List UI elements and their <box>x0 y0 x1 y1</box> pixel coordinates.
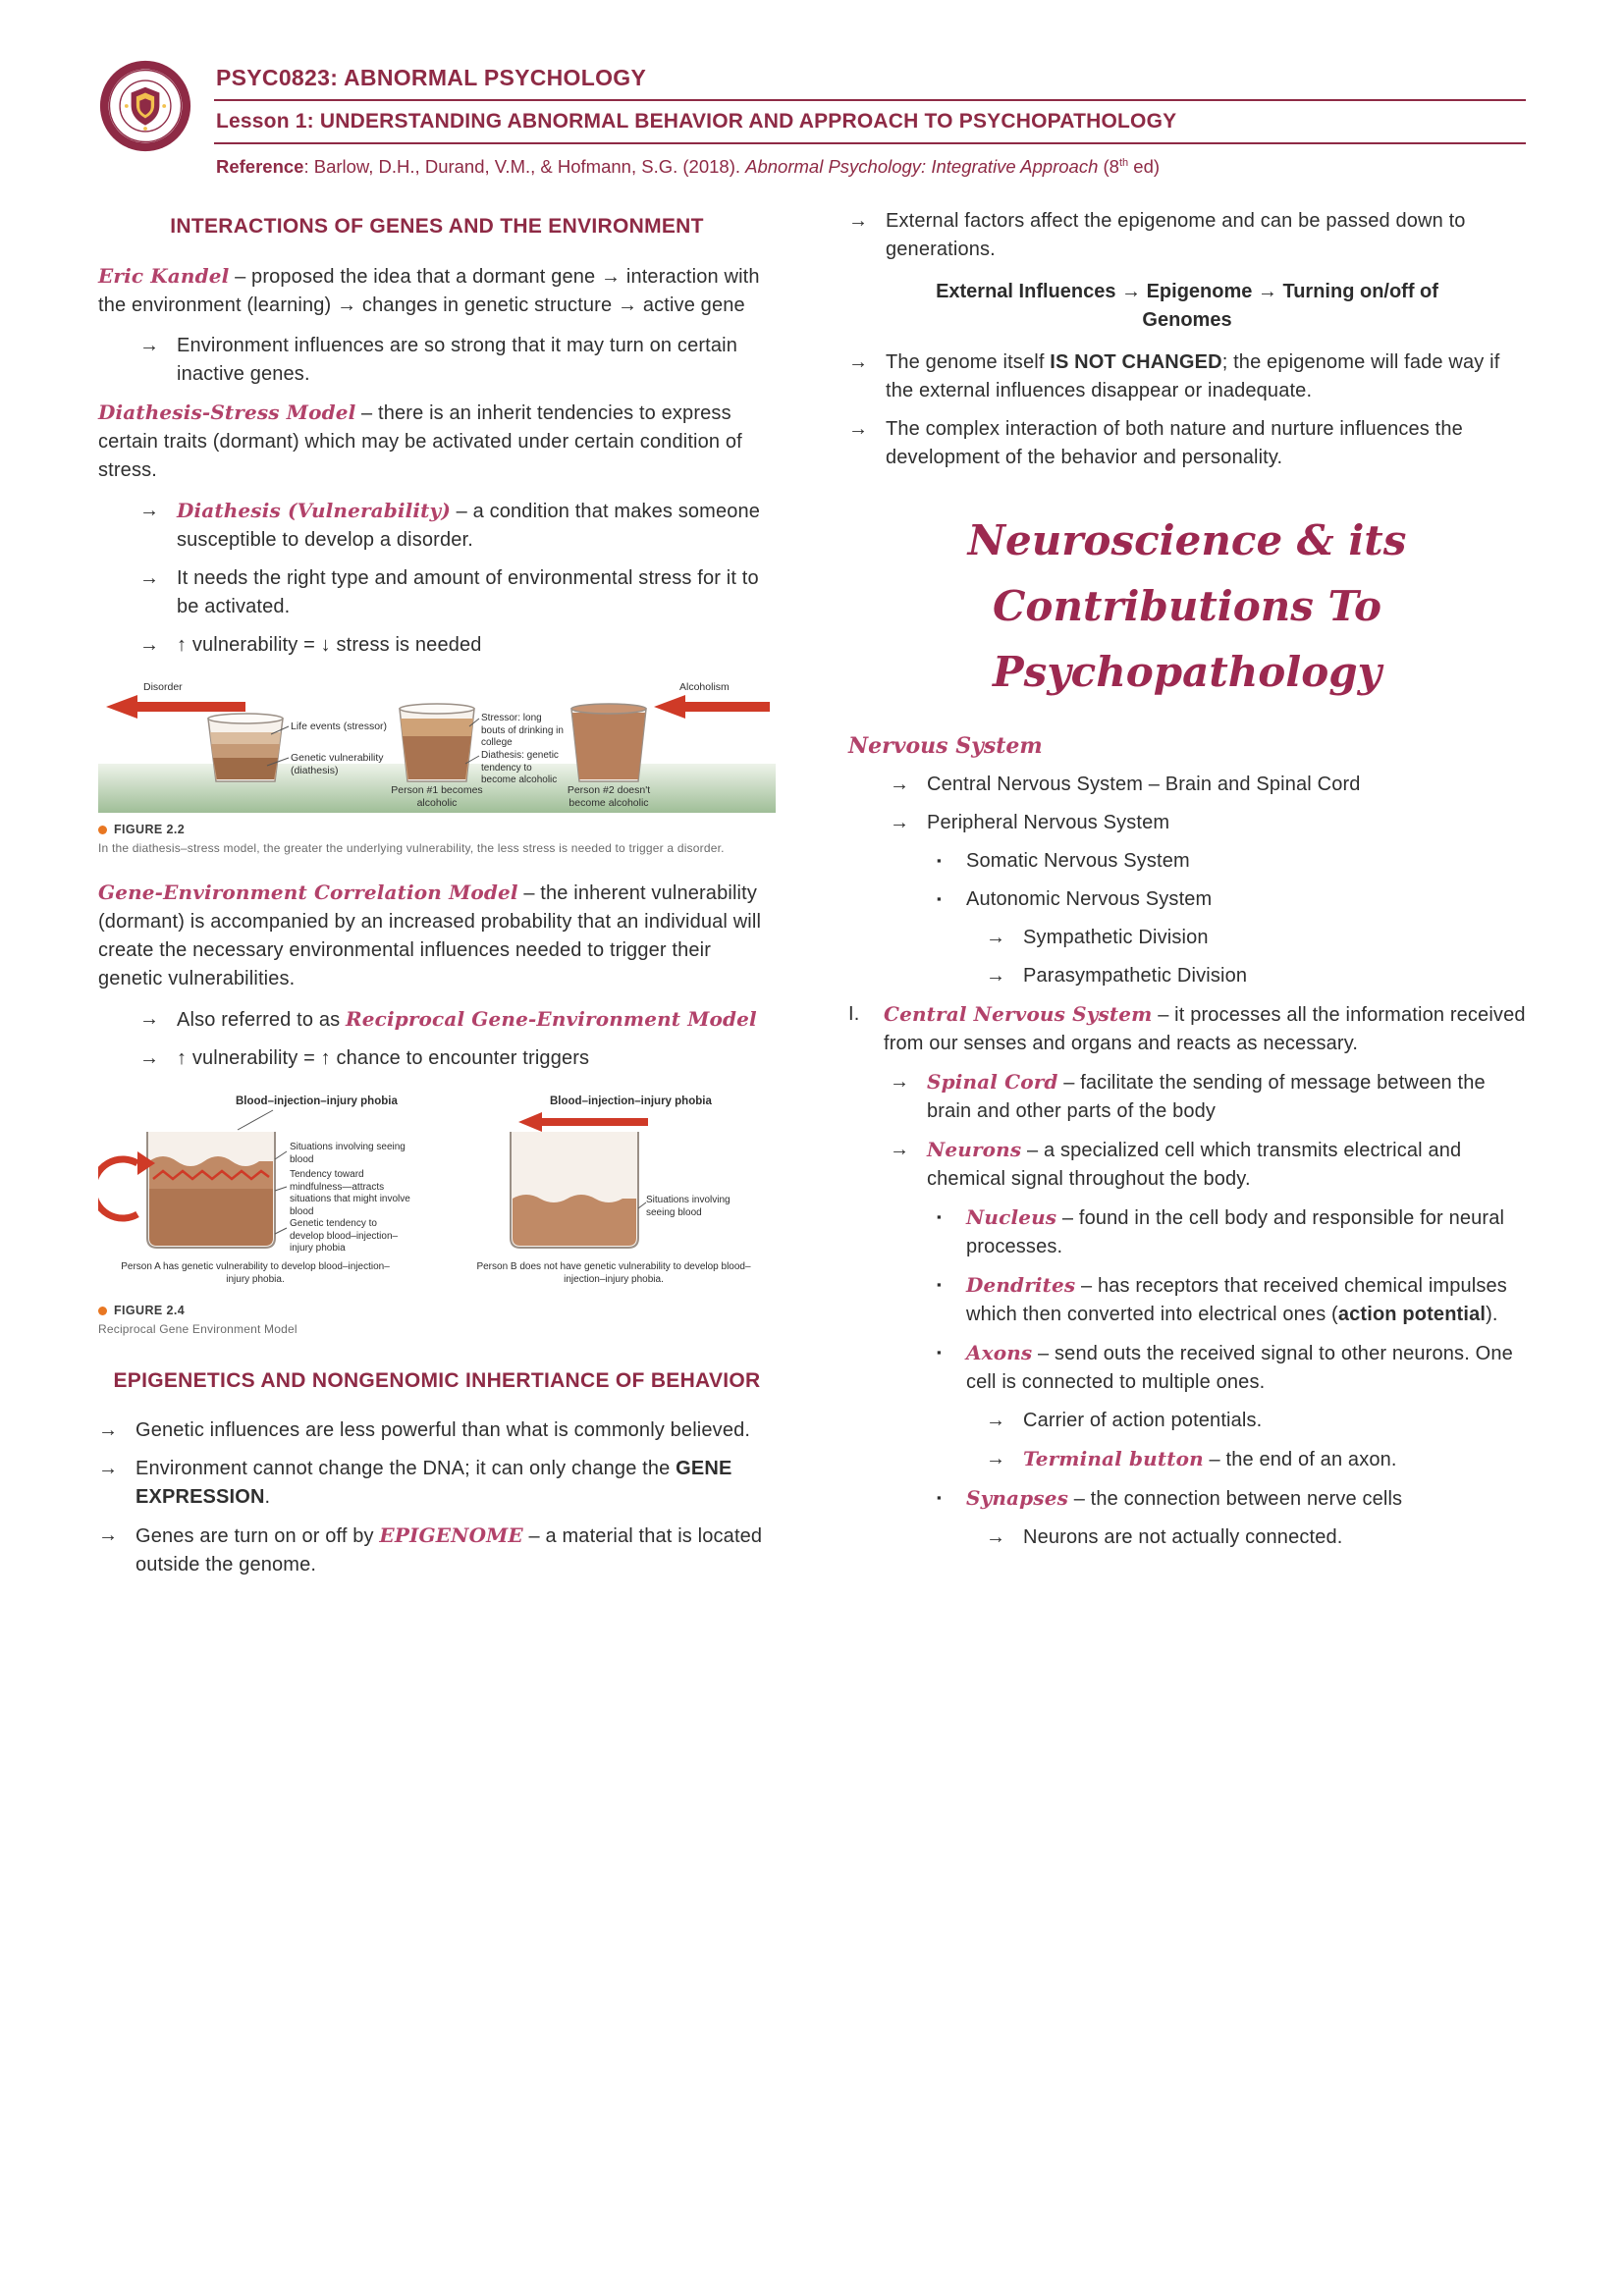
glass-person-1 <box>400 704 474 781</box>
bullet-text-post: . <box>264 1486 271 1508</box>
section-title-epigenetics: EPIGENETICS AND NONGENOMIC INHERTIANCE OF BEHAVIOR <box>113 1369 761 1392</box>
arrow-bullet-icon: → <box>139 567 160 589</box>
figure-label-stressor: Stressor: long bouts of drinking in college <box>481 713 564 748</box>
bullet-text-pre: Also referred to as <box>177 1009 346 1031</box>
left-column <box>98 207 776 1589</box>
item-central-nervous-system <box>848 1000 1526 1058</box>
term-spinal-cord: Spinal Cord <box>927 1069 1058 1094</box>
square-bullet-icon: ▪ <box>937 1344 942 1360</box>
glass-vulnerability <box>208 714 283 781</box>
arrow-bullet-icon: → <box>139 634 160 656</box>
document-header <box>98 59 1526 178</box>
figure-2-4-meta <box>98 1304 776 1317</box>
arrow-bullet-icon: → <box>139 1008 160 1030</box>
bullet-text: Autonomic Nervous System <box>966 887 1213 910</box>
bullet-dendrites <box>848 1271 1526 1329</box>
square-bullet-icon: ▪ <box>937 890 942 906</box>
bullet-text <box>177 1005 776 1035</box>
term-epigenome: EPIGENOME <box>379 1523 523 1547</box>
term-dendrites: Dendrites <box>966 1272 1076 1297</box>
paragraph-text: – proposed the idea that a dormant gene → interaction with the environment (learning) → changes in genetic structure → active gene <box>98 266 760 316</box>
bullet-complex-interaction <box>848 415 1526 472</box>
bullet-text <box>1023 1445 1526 1474</box>
bullet-somatic-nervous-system <box>848 847 1526 876</box>
bullet-text-post: – a material that is located outside the genome. <box>135 1525 763 1575</box>
term-reciprocal-model: Reciprocal Gene-Environment Model <box>345 1007 757 1031</box>
figure-label-genetic-vulnerability: Genetic vulnerability (diathesis) <box>291 752 384 777</box>
bullet-text: ↑ vulnerability = ↑ chance to encounter triggers <box>177 1047 590 1069</box>
figure-title-phobia-a: Blood–injection–injury phobia <box>236 1095 398 1107</box>
neuroscience-heading <box>848 507 1526 706</box>
figure-2-2 <box>98 679 776 855</box>
term-nucleus: Nucleus <box>966 1204 1057 1229</box>
term-eric-kandel: Eric Kandel <box>98 264 230 288</box>
arrow-bullet-icon: → <box>890 1138 910 1160</box>
figure-label-situations-b: Situations involving seeing blood <box>646 1195 731 1218</box>
neuroscience-heading-line-1: Neuroscience & its Contributions To <box>967 516 1407 631</box>
figure-label-disorder: Disorder <box>143 681 183 693</box>
phobia-arrow <box>518 1112 648 1132</box>
bullet-epigenome <box>98 1522 776 1579</box>
figure-2-2-label: FIGURE 2.2 <box>114 823 186 836</box>
bullet-text: Neurons are not actually connected. <box>1023 1525 1343 1548</box>
reference-book-title: Abnormal Psychology: Integrative Approach <box>745 156 1099 177</box>
bullet-text <box>966 1484 1526 1514</box>
bullet-text <box>966 1339 1526 1397</box>
term-central-nervous-system: Central Nervous System <box>884 1001 1153 1026</box>
paragraph-text: – there is an inherit tendencies to express certain traits (dormant) which may be activated under certain condition of stress. <box>98 402 742 481</box>
term-gene-environment-model: Gene-Environment Correlation Model <box>98 881 518 904</box>
nervous-system-heading: Nervous System <box>848 732 1043 759</box>
arrow-bullet-icon: → <box>98 1524 119 1546</box>
figure-label-person-1: Person #1 becomes alcoholic <box>391 784 483 810</box>
bullet-text-pre: – has receptors that received chemical impulses which then converted into electrical ones ( <box>966 1274 1507 1325</box>
arrow-bullet-icon: → <box>139 335 160 356</box>
bold-action-potential: action potential <box>1337 1303 1487 1325</box>
bullet-spinal-cord <box>848 1068 1526 1126</box>
bullet-text: The complex interaction of both nature and nurture influences the development of the behavior and personality. <box>886 418 1463 468</box>
bullet-vulnerability-triggers <box>98 1044 776 1073</box>
bullet-text-rest: – facilitate the sending of message between the brain and other parts of the body <box>927 1071 1486 1122</box>
figure-marker-dot <box>98 826 107 834</box>
alcoholism-arrow <box>654 695 770 719</box>
reference-line <box>214 144 1526 178</box>
bullet-text: Parasympathetic Division <box>1023 964 1248 987</box>
bullet-text-post: ). <box>1486 1303 1498 1325</box>
term-diathesis-vulnerability: Diathesis (Vulnerability) <box>177 499 451 522</box>
reference-body: : Barlow, D.H., Durand, V.M., & Hofmann, S.G. (2018). <box>303 156 746 177</box>
arrow-bullet-icon: → <box>986 926 1006 948</box>
bullet-axons <box>848 1339 1526 1397</box>
bullet-central-nervous-system <box>848 771 1526 799</box>
bullet-text: Carrier of action potentials. <box>1023 1409 1263 1431</box>
item-text-rest: – it processes all the information received from our senses and organs and reacts as necessary. <box>884 1003 1526 1054</box>
bullet-text-rest: – the connection between nerve cells <box>1068 1487 1403 1510</box>
square-bullet-icon: ▪ <box>937 852 942 868</box>
item-text <box>884 1000 1526 1058</box>
bold-is-not-changed: IS NOT CHANGED <box>1050 351 1222 373</box>
reference-edition-sup: th <box>1118 156 1129 169</box>
figure-title-phobia-b: Blood–injection–injury phobia <box>550 1095 712 1107</box>
bullet-genome-not-changed <box>848 348 1526 405</box>
neuroscience-heading-line-2: Psychopathology <box>992 648 1382 697</box>
term-synapses: Synapses <box>966 1485 1068 1510</box>
arrow-bullet-icon: → <box>986 1525 1006 1548</box>
paragraph-eric-kandel <box>98 262 776 320</box>
bullet-autonomic-nervous-system <box>848 885 1526 914</box>
roman-numeral: I. <box>848 1002 860 1025</box>
bullet-sympathetic-division <box>848 924 1526 952</box>
paragraph-text: – the inherent vulnerability (dormant) is accompanied by an increased probability that an individual will create the necessary environmental influences needed to trigger their genetic vulnerabilities. <box>98 882 762 989</box>
bullet-text-pre: Environment cannot change the DNA; it can only change the <box>135 1458 677 1479</box>
bullet-text <box>927 1068 1526 1126</box>
university-seal-graphic <box>98 59 192 153</box>
bullet-environment-influences <box>98 332 776 389</box>
figure-label-tendency: Tendency toward mindfulness—attracts situations that might involve blood <box>290 1169 410 1217</box>
arrow-bullet-icon: → <box>98 1419 119 1441</box>
bullet-text: Peripheral Nervous System <box>927 811 1170 833</box>
figure-2-2-image <box>98 679 776 813</box>
beaker-person-b <box>511 1132 638 1248</box>
figure-2-4 <box>98 1093 776 1336</box>
bullet-text <box>966 1203 1526 1261</box>
square-bullet-icon: ▪ <box>937 1208 942 1224</box>
arrow-bullet-icon: → <box>890 1070 910 1093</box>
bullet-neurons <box>848 1136 1526 1194</box>
arrow-bullet-icon: → <box>848 210 869 232</box>
lesson-title: Lesson 1: UNDERSTANDING ABNORMAL BEHAVIOR AND APPROACH TO PSYCHOPATHOLOGY <box>216 110 1177 133</box>
bullet-peripheral-nervous-system <box>848 809 1526 837</box>
bullet-text: Sympathetic Division <box>1023 926 1209 948</box>
arrow-bullet-icon: → <box>986 1447 1006 1469</box>
right-column <box>848 207 1526 1589</box>
paragraph-diathesis-stress-model <box>98 399 776 485</box>
bullet-text-rest: – a specialized cell which transmits electrical and chemical signal throughout the body. <box>927 1139 1462 1190</box>
reference-tail-end: ed) <box>1128 156 1161 177</box>
bold-gene-expression: GENE EXPRESSION <box>135 1458 732 1508</box>
square-bullet-icon: ▪ <box>937 1276 942 1292</box>
reference-label: Reference <box>216 156 304 177</box>
bullet-terminal-button <box>848 1445 1526 1474</box>
figure-label-diathesis: Diathesis: genetic tendency to become alcoholic <box>481 750 559 785</box>
bullet-also-referred <box>98 1005 776 1035</box>
arrow-bullet-icon: → <box>98 1458 119 1479</box>
arrow-bullet-icon: → <box>848 418 869 440</box>
bullet-text <box>135 1455 776 1512</box>
bullet-text-post: ; the epigenome will fade way if the external influences disappear or inadequate. <box>886 351 1500 401</box>
figure-2-4-image <box>98 1093 776 1294</box>
bullet-text: Environment influences are so strong that it may turn on certain inactive genes. <box>177 335 737 385</box>
square-bullet-icon: ▪ <box>937 1489 942 1505</box>
bullet-neurons-not-connected <box>848 1523 1526 1552</box>
bullet-text <box>927 1136 1526 1194</box>
bullet-text-rest: – a condition that makes someone susceptible to develop a disorder. <box>177 501 761 551</box>
bullet-text: Somatic Nervous System <box>966 849 1190 872</box>
bullet-diathesis-vulnerability <box>98 497 776 555</box>
bullet-environment-dna <box>98 1455 776 1512</box>
term-axons: Axons <box>966 1340 1033 1364</box>
figure-label-life-events: Life events (stressor) <box>291 721 388 732</box>
arrow-bullet-icon: → <box>139 500 160 521</box>
university-seal <box>98 59 192 153</box>
section-title-genes-environment: INTERACTIONS OF GENES AND THE ENVIRONMENT <box>170 215 704 238</box>
bullet-text-pre: The genome itself <box>886 351 1051 373</box>
header-text-block <box>214 59 1526 178</box>
figure-caption-person-a: Person A has genetic vulnerability to develop blood–injection–injury phobia. <box>121 1261 390 1285</box>
bullet-text-pre: Genes are turn on or off by <box>135 1525 380 1547</box>
paragraph-gene-environment-model <box>98 879 776 993</box>
bullet-parasympathetic-division <box>848 962 1526 990</box>
figure-marker-dot <box>98 1307 107 1315</box>
figure-label-alcoholism: Alcoholism <box>679 681 730 693</box>
reference-tail: (8 <box>1098 156 1119 177</box>
bullet-synapses <box>848 1484 1526 1514</box>
bullet-external-factors <box>848 207 1526 264</box>
glass-person-2 <box>571 704 646 781</box>
bullet-text: ↑ vulnerability = ↓ stress is needed <box>177 634 482 656</box>
bullet-carrier <box>848 1407 1526 1435</box>
bullet-text-rest: – found in the cell body and responsible for neural processes. <box>966 1206 1505 1257</box>
bullet-text <box>886 348 1526 405</box>
bullet-vulnerability-equation <box>98 631 776 660</box>
term-diathesis-stress-model: Diathesis-Stress Model <box>98 400 356 424</box>
bullet-right-type-stress <box>98 564 776 621</box>
course-title: PSYC0823: ABNORMAL PSYCHOLOGY <box>216 65 647 90</box>
bullet-nucleus <box>848 1203 1526 1261</box>
arrow-bullet-icon: → <box>986 964 1006 987</box>
bullet-text-rest: – send outs the received signal to other neurons. One cell is connected to multiple ones. <box>966 1342 1513 1393</box>
figure-caption-person-b: Person B does not have genetic vulnerability to develop blood–injection–injury phobia. <box>476 1261 751 1285</box>
content-columns <box>98 207 1526 1589</box>
term-neurons: Neurons <box>927 1137 1022 1161</box>
figure-2-4-label: FIGURE 2.4 <box>114 1304 186 1317</box>
bullet-text: External factors affect the epigenome and can be passed down to generations. <box>886 210 1466 260</box>
bullet-genetic-influences <box>98 1416 776 1445</box>
bullet-text <box>966 1271 1526 1329</box>
flow-statement: External Influences → Epigenome → Turning on/off of Genomes <box>936 281 1438 331</box>
bullet-text: Central Nervous System – Brain and Spinal Cord <box>927 773 1361 795</box>
term-terminal-button: Terminal button <box>1023 1446 1204 1470</box>
arrow-bullet-icon: → <box>890 773 910 795</box>
bullet-text <box>135 1522 776 1579</box>
figure-2-2-caption: In the diathesis–stress model, the greater the underlying vulnerability, the less stress is needed to trigger a disorder. <box>98 841 725 855</box>
figure-label-situations-a: Situations involving seeing blood <box>290 1142 406 1165</box>
bullet-text-rest: – the end of an axon. <box>1203 1448 1397 1470</box>
arrow-bullet-icon: → <box>890 811 910 833</box>
arrow-bullet-icon: → <box>848 351 869 373</box>
figure-label-genetic-tendency: Genetic tendency to develop blood–injection–injury phobia <box>290 1218 399 1254</box>
bullet-text: Genetic influences are less powerful than what is commonly believed. <box>135 1419 751 1441</box>
arrow-bullet-icon: → <box>139 1047 160 1069</box>
arrow-bullet-icon: → <box>986 1409 1006 1431</box>
bullet-text <box>177 497 776 555</box>
figure-2-4-caption: Reciprocal Gene Environment Model <box>98 1322 298 1336</box>
beaker-person-a <box>147 1132 275 1248</box>
figure-2-2-meta <box>98 823 776 836</box>
figure-label-person-2: Person #2 doesn't become alcoholic <box>567 784 651 810</box>
bullet-text: It needs the right type and amount of environmental stress for it to be activated. <box>177 567 759 617</box>
